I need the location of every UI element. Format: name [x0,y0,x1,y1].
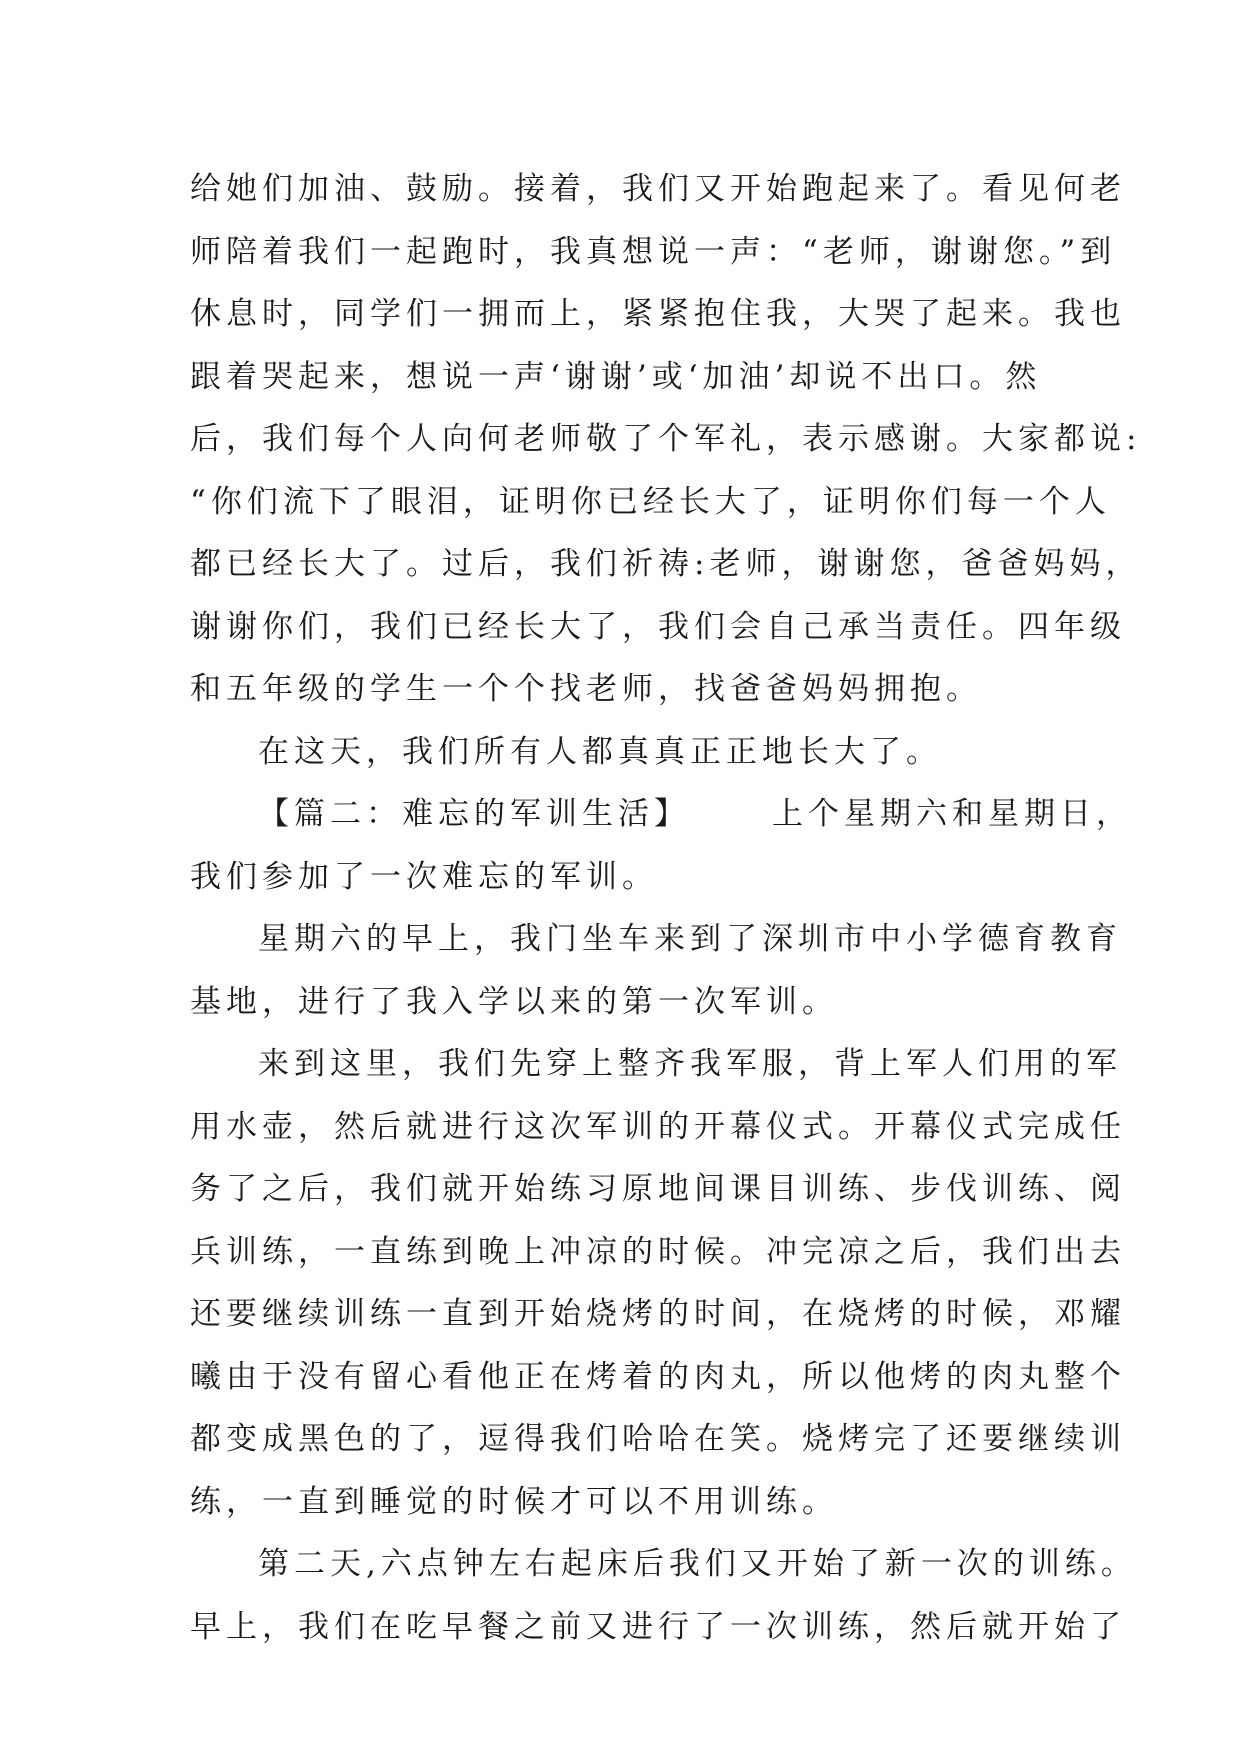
text-line: 曦由于没有留心看他正在烤着的肉丸，所以他烤的肉丸整个 [190,1358,1126,1395]
text-line: 我们参加了一次难忘的军训。 [190,858,658,895]
text-line: 都已经长大了。过后，我们祈祷:老师，谢谢您，爸爸妈妈， [190,546,1142,582]
paragraph-line: 第二天,六点钟左右起床后我们又开始了新一次的训练。 [258,1546,1137,1582]
paragraph-line: 星期六的早上，我门坐车来到了深圳市中小学德育教育 [258,921,1122,957]
text-line: “你们流下了眼泪，证明你已经长大了，证明你们每一个人 [190,483,1111,520]
section-intro-text: 上个星期六和星期日， [772,796,1132,832]
document-body [190,158,1142,1658]
text-line: 和五年级的学生一个个找老师，找爸爸妈妈拥抱。 [190,671,982,707]
text-line: 务了之后，我们就开始练习原地间课目训练、步伐训练、阅 [190,1171,1126,1207]
text-line: 休息时，同学们一拥而上，紧紧抱住我，大哭了起来。我也 [190,296,1126,332]
text-line: 跟着哭起来，想说一声‘谢谢’或‘加油’却说不出口。然 [190,358,1042,395]
text-line: 用水壶，然后就进行这次军训的开幕仪式。开幕仪式完成任 [190,1108,1126,1145]
text-line: 都变成黑色的了，逗得我们哈哈在笑。烧烤完了还要继续训 [190,1421,1126,1457]
section-heading: 【篇二：难忘的军训生活】 [258,796,690,832]
text-line: 练，一直到睡觉的时候才可以不用训练。 [190,1483,838,1520]
text-line: 师陪着我们一起跑时，我真想说一声：“老师，谢谢您。”到 [190,233,1117,270]
text-line: 还要继续训练一直到开始烧烤的时间，在烧烤的时候，邓耀 [190,1296,1126,1332]
text-line: 兵训练，一直练到晚上冲凉的时候。冲完凉之后，我们出去 [190,1233,1126,1270]
text-line: 谢谢你们，我们已经长大了，我们会自己承当责任。四年级 [190,608,1126,645]
section-heading-line [190,783,1132,846]
text-line: 给她们加油、鼓励。接着，我们又开始跑起来了。看见何老 [190,171,1126,207]
text-line: 早上，我们在吃早餐之前又进行了一次训练，然后就开始了 [190,1608,1126,1645]
paragraph-line: 来到这里，我们先穿上整齐我军服，背上军人们用的军 [258,1046,1122,1082]
text-line: 基地，进行了我入学以来的第一次军训。 [190,983,838,1020]
text-line: 后，我们每个人向何老师敬了个军礼，表示感谢。大家都说: [190,421,1142,457]
paragraph-line: 在这天，我们所有人都真真正正地长大了。 [258,733,942,770]
